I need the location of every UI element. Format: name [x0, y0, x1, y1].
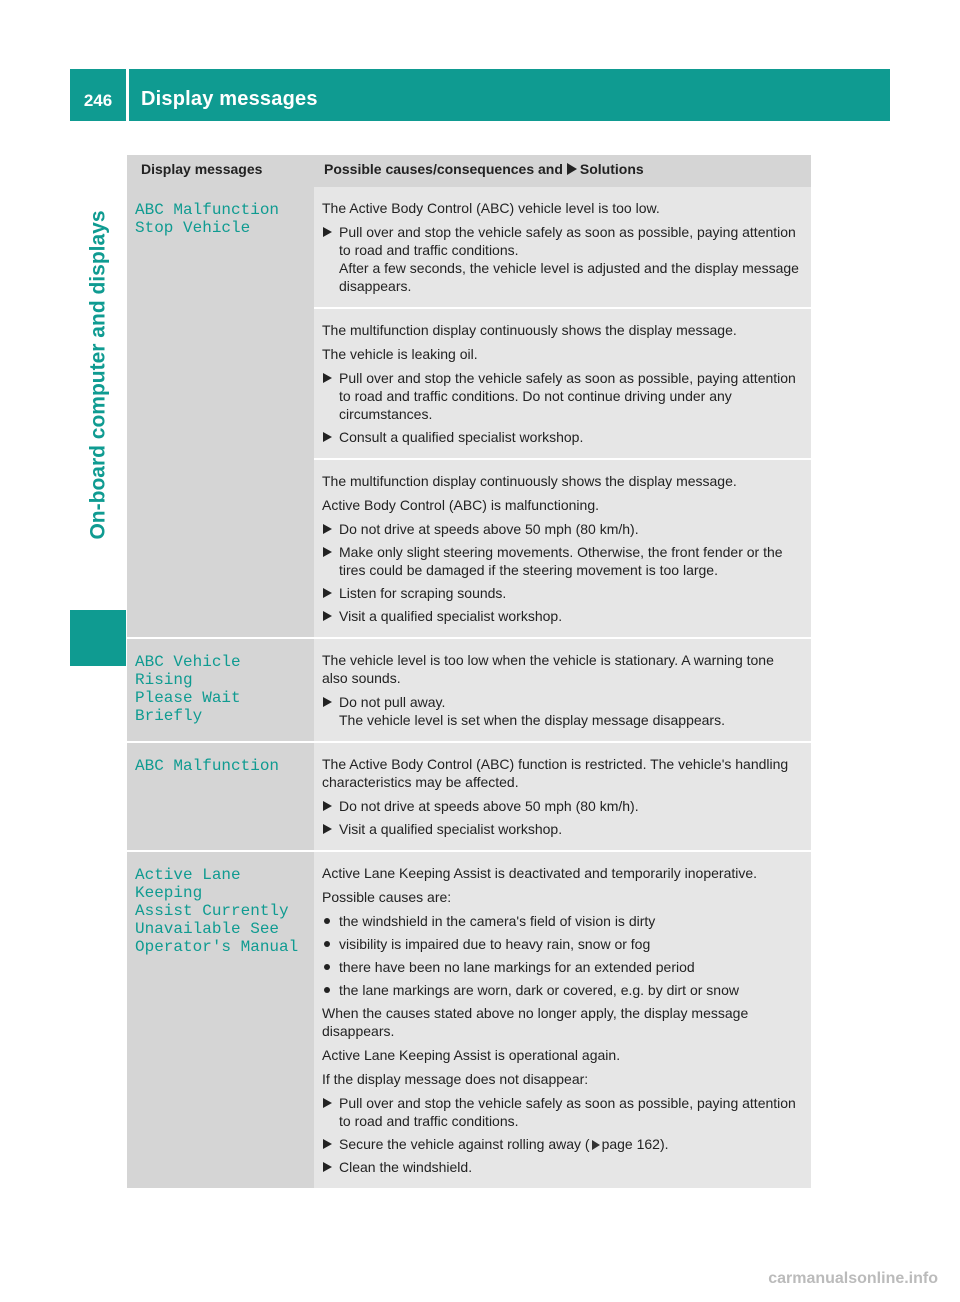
display-message-line: Please Wait Briefly [135, 689, 241, 725]
instruction-step [322, 693, 803, 729]
side-section-label [82, 145, 116, 605]
solution-block [314, 458, 811, 637]
solution-block [314, 852, 811, 1188]
solution-block [314, 187, 811, 307]
arrow-right-icon [323, 697, 332, 707]
instruction-step [322, 1158, 803, 1176]
bullet-icon [324, 918, 330, 924]
side-marker [70, 610, 126, 666]
instruction-step [322, 797, 803, 815]
page-reference[interactable]: page 162). [601, 1136, 669, 1152]
step-text: the windshield in the camera's field of vision is dirty [339, 913, 656, 929]
cause-text: When the causes stated above no longer apply, the display message disappears. [322, 1005, 749, 1039]
cause-text: The vehicle is leaking oil. [322, 346, 478, 362]
cause-text: The multifunction display continuously shows the display message. [322, 473, 737, 489]
solution-block [314, 307, 811, 458]
step-text: Visit a qualified specialist workshop. [339, 608, 563, 624]
col-header-causes: Possible causes/consequences and [324, 161, 563, 177]
instruction-step [322, 607, 803, 625]
step-text: Pull over and stop the vehicle safely as soon as possible, paying attention to road and traffic conditions. Do not continue driving under any circumstances. [339, 370, 796, 422]
arrow-right-icon [323, 1162, 332, 1172]
instruction-step [322, 369, 803, 423]
side-label-text: On-board computer and displays [87, 210, 110, 540]
step-text: The vehicle level is set when the display message disappears. [339, 712, 725, 728]
cause-text: If the display message does not disappear: [322, 1071, 589, 1087]
arrow-right-icon [323, 432, 332, 442]
table-row [127, 850, 811, 1188]
display-message-line: Active Lane Keeping [135, 866, 241, 902]
step-text: visibility is impaired due to heavy rain, snow or fog [339, 936, 651, 952]
solutions-column [314, 852, 811, 1188]
arrow-right-icon [323, 547, 332, 557]
page-ref-icon [592, 1140, 600, 1150]
bullet-item [322, 935, 803, 953]
step-text: Clean the windshield. [339, 1159, 473, 1175]
display-message [127, 639, 314, 741]
page-number: 246 [83, 91, 113, 110]
step-text: Secure the vehicle against rolling away ( [339, 1136, 590, 1152]
arrow-right-icon [323, 373, 332, 383]
instruction-step [322, 584, 803, 602]
table-row [127, 187, 811, 637]
instruction-step [322, 520, 803, 538]
bullet-item [322, 958, 803, 976]
solutions-column [314, 743, 811, 850]
header-divider [126, 69, 129, 121]
bullet-icon [324, 964, 330, 970]
instruction-step [322, 428, 803, 446]
cause-text: The multifunction display continuously shows the display message. [322, 322, 737, 338]
display-message-line: ABC Malfunction [135, 757, 280, 775]
cause-text: Possible causes are: [322, 889, 452, 905]
table-row [127, 741, 811, 850]
arrow-right-icon [323, 1098, 332, 1108]
arrow-right-icon [323, 227, 332, 237]
cause-text: Active Lane Keeping Assist is deactivated and temporarily inoperative. [322, 865, 758, 881]
bullet-item [322, 981, 803, 999]
step-text: Do not drive at speeds above 50 mph (80 km/h). [339, 798, 639, 814]
col-header-messages: Display messages [141, 161, 263, 177]
display-message [127, 743, 314, 850]
solution-block [314, 743, 811, 850]
col-header-solutions [314, 155, 811, 187]
solution-block [314, 639, 811, 741]
arrow-right-icon [323, 824, 332, 834]
step-text: Do not pull away. [339, 694, 446, 710]
bullet-item [322, 912, 803, 930]
display-message-line: Assist Currently [135, 902, 289, 920]
step-text: the lane markings are worn, dark or covered, e.g. by dirt or snow [339, 982, 739, 998]
step-text: Visit a qualified specialist workshop. [339, 821, 563, 837]
display-messages-table [127, 155, 811, 1188]
display-message-line: ABC Malfunction [135, 201, 280, 219]
cause-text: The Active Body Control (ABC) vehicle level is too low. [322, 200, 660, 216]
arrow-right-icon [323, 524, 332, 534]
page-title: Display messages [141, 87, 318, 110]
step-text: Consult a qualified specialist workshop. [339, 429, 584, 445]
cause-text: Active Body Control (ABC) is malfunctioning. [322, 497, 599, 513]
solutions-column [314, 187, 811, 637]
bullet-icon [324, 941, 330, 947]
arrow-right-icon [323, 588, 332, 598]
watermark: carmanualsonline.info [768, 1270, 938, 1287]
solutions-column [314, 639, 811, 741]
step-text: Make only slight steering movements. Otherwise, the front fender or the tires could be damaged if the steering movement is too large. [339, 544, 783, 578]
display-message [127, 852, 314, 1188]
instruction-step [322, 1135, 803, 1153]
arrow-right-icon [323, 611, 332, 621]
arrow-right-icon [567, 163, 577, 175]
instruction-step [322, 820, 803, 838]
step-text: Do not drive at speeds above 50 mph (80 km/h). [339, 521, 639, 537]
display-message-line: Operator's Manual [135, 938, 299, 956]
table-body [127, 187, 811, 1188]
display-message-line: Unavailable See [135, 920, 280, 938]
step-text: Pull over and stop the vehicle safely as soon as possible, paying attention to road and traffic conditions. [339, 1095, 796, 1129]
arrow-right-icon [323, 801, 332, 811]
step-text: Listen for scraping sounds. [339, 585, 507, 601]
step-text: there have been no lane markings for an extended period [339, 959, 695, 975]
instruction-step [322, 223, 803, 295]
col-header-solutions-label: Solutions [579, 161, 644, 177]
table-row [127, 637, 811, 741]
display-message-line: ABC Vehicle Rising [135, 653, 241, 689]
table-header [127, 155, 811, 187]
step-text: Pull over and stop the vehicle safely as soon as possible, paying attention to road and traffic conditions. [339, 224, 796, 258]
arrow-right-icon [323, 1139, 332, 1149]
cause-text: Active Lane Keeping Assist is operational again. [322, 1047, 621, 1063]
instruction-step [322, 1094, 803, 1130]
display-message [127, 187, 314, 637]
cause-text: The vehicle level is too low when the vehicle is stationary. A warning tone also sounds. [322, 652, 774, 686]
bullet-icon [324, 987, 330, 993]
cause-text: The Active Body Control (ABC) function is restricted. The vehicle's handling characteristics may be affected. [322, 756, 789, 790]
step-text: After a few seconds, the vehicle level is adjusted and the display message disappears. [339, 260, 799, 294]
instruction-step [322, 543, 803, 579]
display-message-line: Stop Vehicle [135, 219, 251, 237]
